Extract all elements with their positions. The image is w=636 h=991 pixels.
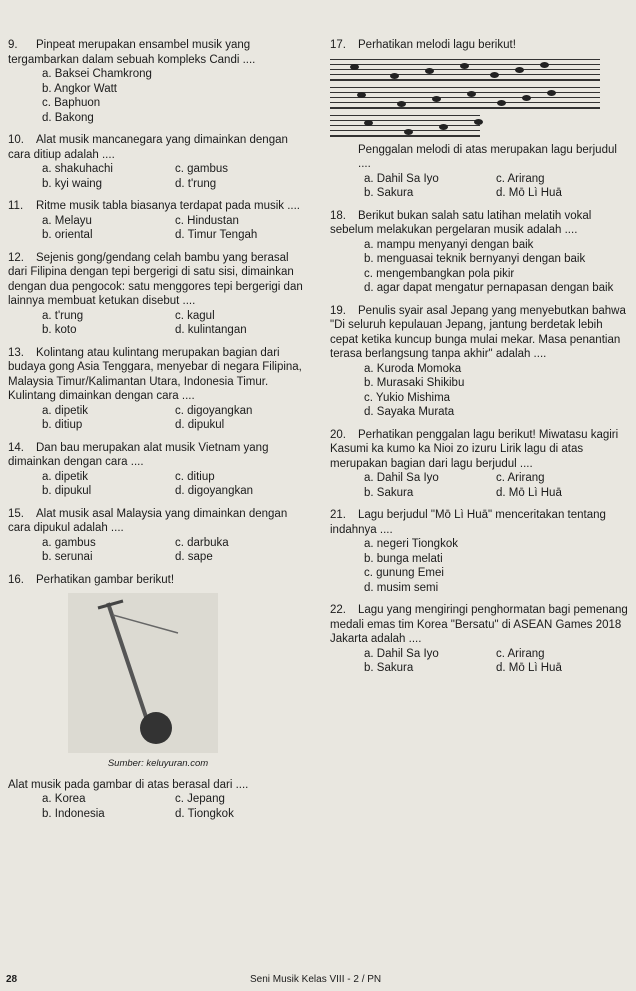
question-text: Alat musik mancanegara yang dimainkan dengan cara ditiup adalah .... bbox=[8, 134, 288, 161]
question-number: 13. bbox=[8, 346, 24, 359]
option[interactable]: c. darbuka bbox=[175, 536, 229, 549]
question-number: 16. bbox=[8, 573, 24, 586]
question-number: 19. bbox=[330, 304, 346, 317]
option[interactable]: c. Arirang bbox=[496, 172, 545, 185]
option[interactable]: b. dipukul bbox=[42, 485, 92, 497]
question-text: Perhatikan gambar berikut! bbox=[36, 573, 175, 586]
option[interactable]: c. Hindustan bbox=[175, 214, 239, 227]
music-note bbox=[522, 95, 531, 101]
option[interactable]: c. Arirang bbox=[496, 472, 545, 484]
option[interactable]: d. Tiongkok bbox=[175, 807, 234, 820]
option[interactable]: c. Baphuon bbox=[42, 97, 101, 109]
music-note bbox=[467, 91, 476, 97]
option[interactable]: c. Yukio Mishima bbox=[364, 391, 451, 404]
options-list bbox=[8, 470, 308, 499]
question-stem bbox=[8, 199, 308, 214]
option[interactable]: d. agar dapat mengatur pernapasan dengan baik bbox=[364, 282, 614, 294]
music-staff bbox=[330, 87, 600, 109]
option[interactable]: d. Bakong bbox=[42, 111, 94, 124]
question-number: 11. bbox=[8, 200, 24, 212]
option[interactable]: a. dipetik bbox=[42, 470, 89, 483]
question-number: 12. bbox=[8, 251, 24, 264]
option[interactable]: d. Mō Lì Huā bbox=[496, 486, 562, 499]
music-note bbox=[497, 100, 506, 106]
option[interactable]: b. kyi waing bbox=[42, 177, 103, 190]
question-number: 18. bbox=[330, 209, 346, 222]
option[interactable]: a. mampu menyanyi dengan baik bbox=[364, 238, 534, 251]
option[interactable]: d. Sayaka Murata bbox=[364, 406, 455, 418]
question-text: Perhatikan melodi lagu berikut! bbox=[358, 39, 516, 51]
question-text: Pinpeat merupakan ensambel musik yang tergambarkan dalam sebuah kompleks Candi .... bbox=[8, 39, 256, 66]
question-text: Alat musik pada gambar di atas berasal dari .... bbox=[8, 778, 249, 791]
question-text: Lagu berjudul "Mō Lì Huā" menceritakan tentang indahnya .... bbox=[330, 509, 606, 536]
music-staff bbox=[330, 115, 480, 137]
question bbox=[8, 441, 308, 499]
question-text: Perhatikan penggalan lagu berikut! Miwatasu kagiri Kasumi ka kumo ka Nioi zo izuru Lirik lagu di atas merupakan bagian dari lagu berjudul .... bbox=[330, 428, 619, 470]
question bbox=[8, 133, 308, 191]
music-note bbox=[350, 64, 359, 70]
question bbox=[330, 603, 628, 676]
option[interactable]: c. Jepang bbox=[175, 793, 225, 805]
question bbox=[330, 428, 628, 501]
option[interactable]: a. Dahil Sa Iyo bbox=[364, 472, 439, 484]
question-number: 22. bbox=[330, 604, 346, 616]
options-list bbox=[330, 647, 628, 676]
question bbox=[330, 508, 628, 595]
question-stem bbox=[330, 508, 628, 537]
option[interactable]: c. gunung Emei bbox=[364, 567, 444, 579]
options-list bbox=[8, 792, 308, 821]
question-stem bbox=[8, 507, 308, 536]
option[interactable]: d. t'rung bbox=[175, 177, 217, 190]
option[interactable]: b. Sakura bbox=[364, 486, 414, 499]
question-number: 20. bbox=[330, 428, 346, 441]
option[interactable]: a. Kuroda Momoka bbox=[364, 362, 462, 375]
option[interactable]: d. kulintangan bbox=[175, 324, 247, 336]
question-text: Berikut bukan salah satu latihan melatih vokal sebelum melakukan pergelaran musik adalah .... bbox=[330, 209, 592, 236]
option[interactable]: d. Mō Lì Huā bbox=[496, 662, 562, 674]
options-list bbox=[330, 471, 628, 500]
option[interactable]: c. mengembangkan pola pikir bbox=[364, 267, 515, 280]
option[interactable]: a. Melayu bbox=[42, 214, 92, 227]
options-list bbox=[8, 309, 308, 338]
option[interactable]: a. dipetik bbox=[42, 404, 89, 417]
question-stem bbox=[8, 251, 308, 309]
question-text: Sejenis gong/gendang celah bambu yang berasal dari Filipina dengan tepi bergerigi di satu sisi, dimainkan dengan dua pengocok: satu menggores tepi bergerigi dan lainnya membuat ketukan disebut .... bbox=[8, 251, 303, 307]
option[interactable]: d. sape bbox=[175, 551, 213, 563]
options-list bbox=[8, 214, 308, 243]
option[interactable]: a. negeri Tiongkok bbox=[364, 538, 458, 550]
image-source: Sumber: keluyuran.com bbox=[107, 758, 209, 769]
options-list bbox=[8, 404, 308, 433]
question bbox=[330, 209, 628, 296]
question-text: Alat musik asal Malaysia yang dimainkan dengan cara dipukul adalah .... bbox=[8, 507, 288, 534]
option[interactable]: d. musim semi bbox=[364, 581, 439, 594]
left-column bbox=[8, 38, 308, 829]
music-note bbox=[474, 119, 483, 125]
question-stem bbox=[8, 346, 308, 404]
option[interactable]: b. Indonesia bbox=[42, 807, 105, 820]
option[interactable]: b. menguasai teknik bernyanyi dengan baik bbox=[364, 253, 586, 265]
question bbox=[330, 38, 628, 201]
option[interactable]: c. Arirang bbox=[496, 647, 545, 660]
options-list bbox=[330, 362, 628, 420]
music-note bbox=[432, 96, 441, 102]
question-stem bbox=[330, 304, 628, 362]
music-note bbox=[547, 90, 556, 96]
page-number: 28 bbox=[6, 974, 18, 985]
option[interactable]: a. Dahil Sa Iyo bbox=[364, 647, 439, 660]
option[interactable]: a. Baksei Chamkrong bbox=[42, 68, 152, 80]
question-text: Kolintang atau kulintang merupakan bagian dari budaya gong Asia Tenggara, menyebar di negara Filipina, Malaysia Timur/Kalimantan Utara, Indonesia Timur. Kulintang dimainkan dengan cara .... bbox=[8, 346, 302, 402]
music-note bbox=[357, 92, 366, 98]
question-stem bbox=[8, 38, 308, 67]
footer-text: Seni Musik Kelas VIII - 2 / PN bbox=[250, 974, 382, 985]
options-list bbox=[330, 238, 628, 296]
option[interactable]: b. Sakura bbox=[364, 187, 414, 199]
music-note bbox=[540, 62, 549, 68]
option[interactable]: b. Sakura bbox=[364, 662, 414, 674]
option[interactable]: a. gambus bbox=[42, 536, 96, 549]
question-text: Lagu yang mengiringi penghormatan bagi pemenang medali emas tim Korea "Bersatu" di ASEAN Games 2018 Jakarta adalah .... bbox=[330, 604, 628, 645]
music-note bbox=[364, 120, 373, 126]
question bbox=[8, 573, 308, 822]
question-text: Dan bau merupakan alat musik Vietnam yang dimainkan dengan cara .... bbox=[8, 441, 269, 468]
question-number: 21. bbox=[330, 509, 346, 521]
option[interactable]: c. digoyangkan bbox=[175, 404, 253, 417]
option[interactable]: d. Timur Tengah bbox=[175, 229, 258, 241]
question-number: 14. bbox=[8, 441, 24, 454]
music-note bbox=[439, 124, 448, 130]
music-note bbox=[490, 72, 499, 78]
option[interactable]: c. ditiup bbox=[175, 470, 215, 483]
options-list bbox=[8, 162, 308, 191]
music-note bbox=[397, 101, 406, 107]
music-staff bbox=[330, 59, 600, 81]
options-list bbox=[8, 67, 308, 125]
options-list bbox=[330, 172, 628, 201]
option[interactable]: b. oriental bbox=[42, 229, 93, 241]
question-stem bbox=[8, 573, 308, 588]
music-note bbox=[404, 129, 413, 135]
options-list bbox=[330, 537, 628, 595]
option[interactable]: b. ditiup bbox=[42, 419, 83, 431]
option[interactable]: a. Korea bbox=[42, 793, 86, 805]
option[interactable]: b. serunai bbox=[42, 551, 93, 563]
question-text: Penulis syair asal Jepang yang menyebutkan bahwa "Di seluruh kepulauan Jepang, jantung berdetak lebih cepat ketika kuncup bunga mulai mekar. Masa penantian terasa berlangsung tanpa akhir" adalah .... bbox=[330, 304, 626, 360]
option[interactable]: b. bunga melati bbox=[364, 552, 443, 565]
question-text: Penggalan melodi di atas merupakan lagu berjudul .... bbox=[358, 143, 617, 170]
music-note bbox=[460, 63, 469, 69]
options-list bbox=[8, 536, 308, 565]
option[interactable]: b. Murasaki Shikibu bbox=[364, 377, 465, 389]
option[interactable]: d. digoyangkan bbox=[175, 485, 254, 497]
question-stem bbox=[330, 603, 628, 647]
music-note bbox=[425, 68, 434, 74]
question-stem bbox=[330, 209, 628, 238]
page-footer bbox=[0, 972, 636, 991]
question bbox=[8, 507, 308, 565]
question-text: Ritme musik tabla biasanya terdapat pada musik .... bbox=[36, 200, 300, 212]
question-stem bbox=[8, 133, 308, 162]
question-stem bbox=[8, 441, 308, 470]
question bbox=[8, 38, 308, 125]
question bbox=[8, 346, 308, 433]
option[interactable]: c. gambus bbox=[175, 163, 229, 175]
question bbox=[330, 304, 628, 420]
instrument-photo bbox=[68, 593, 218, 753]
option[interactable]: c. kagul bbox=[175, 309, 215, 322]
question-number: 15. bbox=[8, 507, 24, 520]
option[interactable]: b. Angkor Watt bbox=[42, 82, 117, 95]
music-note bbox=[515, 67, 524, 73]
option[interactable]: a. t'rung bbox=[42, 309, 84, 322]
option[interactable]: a. Dahil Sa Iyo bbox=[364, 172, 439, 185]
question-number: 10. bbox=[8, 134, 24, 146]
option[interactable]: d. dipukul bbox=[175, 419, 225, 431]
music-note bbox=[390, 73, 399, 79]
question-stem bbox=[330, 38, 628, 53]
question-stem bbox=[330, 428, 628, 472]
question bbox=[8, 251, 308, 338]
option[interactable]: d. Mō Lì Huā bbox=[496, 187, 562, 199]
question-number: 9. bbox=[8, 39, 18, 51]
question-number: 17. bbox=[330, 39, 346, 51]
option[interactable]: b. koto bbox=[42, 324, 77, 336]
right-column bbox=[330, 38, 628, 684]
option[interactable]: a. shakuhachi bbox=[42, 163, 113, 175]
question bbox=[8, 199, 308, 243]
